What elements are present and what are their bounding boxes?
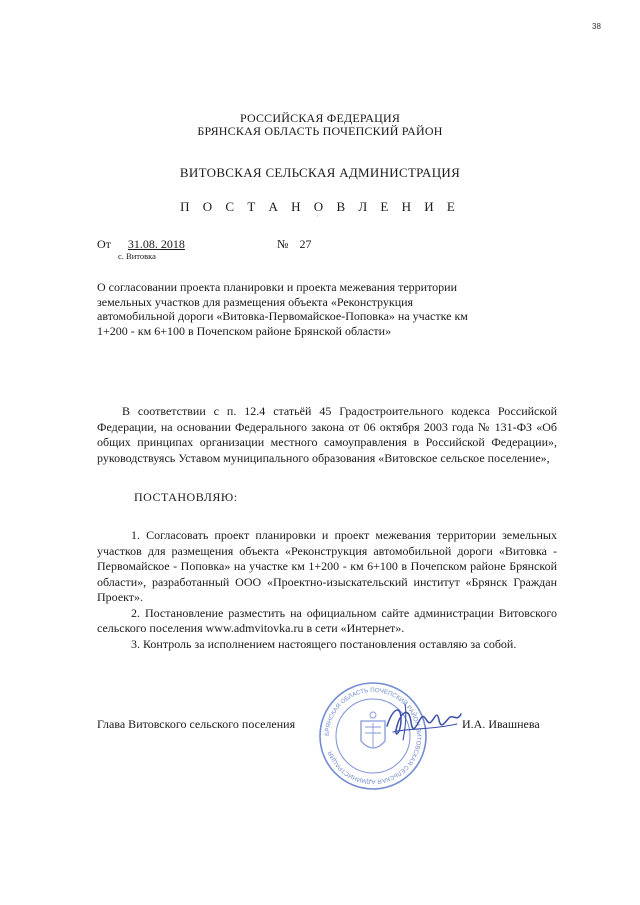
from-label: От: [97, 237, 111, 251]
coat-of-arms-emblem: [361, 712, 385, 748]
decree-item-1: 1. Согласовать проект планировки и проект межевания территории земельных участков для размещения объекта «Реконструкция автомобильной дороги «Витовка - Первомайское - Поповка» на участке км 1+200 - км 6+100 в Почепском районе Брянской области», разработанный ООО «Проектно-изыскательский институт «Брянск Граждан Проект».: [97, 528, 557, 604]
stamp-ring-text: БРЯНСКАЯ ОБЛАСТЬ ПОЧЕПСКИЙ РАЙОН ВИТОВСКАЯ СЕЛЬСКАЯ АДМИНИСТРАЦИЯ: [323, 686, 423, 786]
number-value: 27: [299, 237, 312, 251]
decree-items: [97, 528, 557, 652]
date-value: 31.08. 2018: [127, 237, 185, 251]
document-type: П О С Т А Н О В Л Е Н И Е: [180, 199, 460, 214]
handwritten-signature: [383, 696, 465, 748]
signatory-name: И.А. Ивашнева: [462, 717, 540, 731]
village-name: с. Витовка: [118, 251, 156, 261]
region-name: БРЯНСКАЯ ОБЛАСТЬ ПОЧЕПСКИЙ РАЙОН: [197, 124, 443, 138]
scan-dot-mark: ·: [316, 212, 319, 221]
decree-item-2: 2. Постановление разместить на официальном сайте администрации Витовского сельского поселения www.admvitovka.ru в сети «Интернет».: [97, 605, 557, 635]
decree-item-3: 3. Контроль за исполнением настоящего постановления оставляю за собой.: [131, 636, 517, 651]
signatory-title: Глава Витовского сельского поселения: [97, 717, 296, 731]
decree-subject: О согласовании проекта планировки и проекта межевания территории земельных участков для размещения объекта «Реконструкция автомобильной дороги «Витовка-Первомайское-Поповка» на участке км 1+200 - км 6+100 в Почепском районе Брянской области»: [97, 280, 468, 338]
resolve-word: ПОСТАНОВЛЯЮ:: [134, 490, 238, 504]
decree-date: [97, 237, 185, 252]
preamble-paragraph: В соответствии с п. 12.4 статьёй 45 Градостроительного кодекса Российской Федерации, на основании Федерального закона от 06 октября 2003 года № 131-ФЗ «Об общих принципах организации местного самоуправления в Российской Федерации», руководствуясь Уставом муниципального образования «Витовское сельское поселение»,: [97, 404, 557, 465]
document-header: [0, 112, 640, 215]
decree-number: [277, 237, 311, 252]
administration-name: ВИТОВСКАЯ СЕЛЬСКАЯ АДМИНИСТРАЦИЯ: [179, 165, 461, 180]
country-name: РОССИЙСКАЯ ФЕДЕРАЦИЯ: [239, 111, 401, 125]
page-number: 38: [592, 22, 601, 31]
number-label: №: [277, 237, 289, 251]
